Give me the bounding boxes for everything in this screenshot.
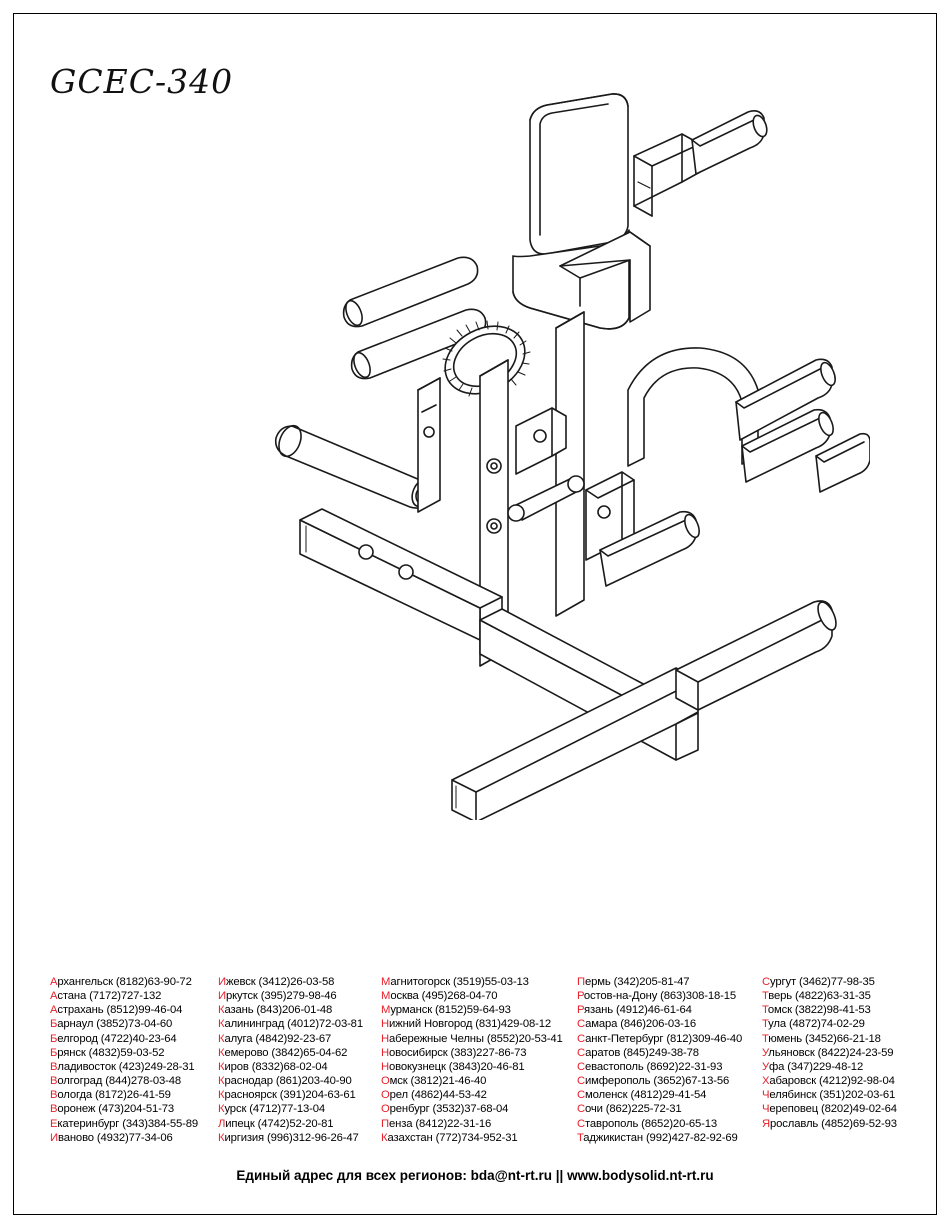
- contact-city-phone: ижний Новгород (831)429-08-12: [389, 1018, 552, 1031]
- contact-entry: [577, 989, 762, 1003]
- contact-city-initial: С: [577, 1046, 586, 1059]
- contact-entry: [218, 1032, 381, 1046]
- contact-entry: [762, 1074, 910, 1088]
- contact-entry: [381, 1088, 577, 1102]
- contact-entry: [381, 1102, 577, 1116]
- contact-city-initial: Р: [577, 1004, 585, 1017]
- contact-entry: [218, 989, 381, 1003]
- contact-city-initial: В: [50, 1075, 58, 1088]
- contact-entry: [381, 1046, 577, 1060]
- contact-city-initial: С: [577, 1060, 586, 1073]
- contact-entry: [381, 1131, 577, 1145]
- contact-city-initial: Т: [762, 1004, 768, 1017]
- contact-city-initial: О: [381, 1103, 390, 1116]
- contact-city-phone: катеринбург (343)384-55-89: [57, 1117, 199, 1130]
- contact-city-initial: С: [577, 1117, 586, 1130]
- regional-contacts: [50, 975, 910, 1145]
- product-line-drawing: [230, 60, 870, 820]
- contact-city-phone: овосибирск (383)227-86-73: [389, 1046, 527, 1059]
- contact-entry: [762, 1003, 910, 1017]
- contact-city-phone: овокузнецк (3843)20-46-81: [389, 1060, 525, 1073]
- contact-city-initial: Б: [50, 1032, 58, 1045]
- contact-city-initial: Б: [50, 1046, 58, 1059]
- contact-city-initial: Я: [762, 1117, 771, 1130]
- contact-city-phone: остов-на-Дону (863)308-18-15: [583, 990, 736, 1003]
- contact-city-phone: омск (3822)98-41-53: [767, 1004, 871, 1017]
- contact-city-initial: К: [218, 1046, 225, 1059]
- contact-city-phone: оронеж (473)204-51-73: [57, 1103, 175, 1116]
- contact-city-initial: С: [577, 1032, 586, 1045]
- footer-contact-line: Единый адрес для всех регионов: bda@nt-rt.ru || www.bodysolid.nt-rt.ru: [236, 1168, 714, 1183]
- contact-city-phone: рхангельск (8182)63-90-72: [57, 976, 192, 988]
- contact-city-phone: елябинск (351)202-03-61: [769, 1089, 896, 1102]
- contact-entry: [50, 1074, 218, 1088]
- contact-city-phone: ренбург (3532)37-68-04: [389, 1103, 509, 1116]
- contact-city-phone: таврополь (8652)20-65-13: [585, 1117, 717, 1130]
- contact-city-initial: И: [218, 976, 226, 988]
- contact-city-initial: П: [577, 976, 585, 988]
- contact-entry: [381, 1117, 577, 1131]
- contact-city-initial: С: [577, 1103, 586, 1116]
- contact-city-initial: О: [381, 1089, 390, 1102]
- contact-city-initial: Н: [381, 1032, 390, 1045]
- contact-city-phone: рел (4862)44-53-42: [389, 1089, 487, 1102]
- contact-entry: [50, 1117, 218, 1131]
- contact-city-phone: имферополь (3652)67-13-56: [585, 1075, 730, 1088]
- contact-city-phone: юмень (3452)66-21-18: [768, 1032, 881, 1045]
- contact-city-phone: олгоград (844)278-03-48: [57, 1075, 182, 1088]
- contact-entry: [381, 975, 577, 989]
- contact-entry: [577, 1117, 762, 1131]
- contact-city-initial: С: [762, 976, 771, 988]
- contacts-column-1: [50, 975, 218, 1145]
- contact-city-phone: верь (4822)63-31-35: [768, 990, 871, 1003]
- contact-city-phone: анкт-Петербург (812)309-46-40: [585, 1032, 743, 1045]
- contact-entry: [381, 1074, 577, 1088]
- contact-city-initial: П: [381, 1117, 389, 1130]
- contact-city-phone: рянск (4832)59-03-52: [57, 1046, 165, 1059]
- contacts-column-5: [762, 975, 910, 1145]
- contact-city-phone: енза (8412)22-31-16: [388, 1117, 492, 1130]
- contact-entry: [50, 1102, 218, 1116]
- contact-city-initial: К: [218, 1004, 225, 1017]
- contact-city-initial: А: [50, 1004, 58, 1017]
- contact-city-phone: евастополь (8692)22-31-93: [585, 1060, 723, 1073]
- contact-entry: [381, 1032, 577, 1046]
- contact-entry: [218, 1046, 381, 1060]
- contact-entry: [218, 1102, 381, 1116]
- contact-city-initial: В: [50, 1089, 58, 1102]
- contact-city-initial: Ч: [762, 1103, 770, 1116]
- contact-city-initial: К: [218, 1060, 225, 1073]
- contact-city-initial: Н: [381, 1018, 390, 1031]
- contact-city-initial: К: [218, 1131, 225, 1144]
- contact-city-phone: иров (8332)68-02-04: [224, 1060, 328, 1073]
- contact-entry: [50, 1032, 218, 1046]
- contact-city-phone: льяновск (8422)24-23-59: [768, 1046, 894, 1059]
- contact-entry: [50, 1017, 218, 1031]
- contact-city-phone: моленск (4812)29-41-54: [585, 1089, 707, 1102]
- contact-city-phone: азань (843)206-01-48: [224, 1004, 333, 1017]
- contact-entry: [762, 1060, 910, 1074]
- contact-entry: [50, 1003, 218, 1017]
- contact-city-phone: язань (4912)46-61-64: [584, 1004, 692, 1017]
- contact-city-initial: Н: [381, 1046, 390, 1059]
- base-rail-front: [300, 509, 502, 640]
- contact-city-phone: страхань (8512)99-46-04: [57, 1004, 183, 1017]
- contact-city-phone: стана (7172)727-132: [57, 990, 162, 1003]
- contact-city-phone: ркутск (395)279-98-46: [225, 990, 337, 1003]
- contact-city-phone: рославль (4852)69-52-93: [770, 1117, 897, 1130]
- contact-entry: [762, 975, 910, 989]
- contact-city-initial: Т: [577, 1131, 584, 1144]
- contact-city-phone: ладивосток (423)249-28-31: [57, 1060, 195, 1073]
- contact-city-initial: Р: [577, 990, 584, 1003]
- contact-city-initial: С: [577, 1089, 586, 1102]
- contact-entry: [762, 1102, 910, 1116]
- contact-city-initial: М: [381, 976, 391, 988]
- contact-entry: [50, 1060, 218, 1074]
- contact-city-phone: раснодар (861)203-40-90: [224, 1075, 352, 1088]
- contact-entry: [50, 1131, 218, 1145]
- contact-city-initial: В: [50, 1060, 58, 1073]
- headrest-arm: [634, 134, 700, 216]
- contact-city-phone: мск (3812)21-46-40: [389, 1075, 487, 1088]
- contact-city-initial: К: [218, 1103, 225, 1116]
- contact-city-phone: ологда (8172)26-41-59: [57, 1089, 171, 1102]
- contact-entry: [762, 1017, 910, 1031]
- contact-city-phone: абережные Челны (8552)20-53-41: [389, 1032, 563, 1045]
- contact-city-phone: ермь (342)205-81-47: [584, 976, 690, 988]
- contact-city-initial: Т: [762, 1032, 769, 1045]
- contact-entry: [50, 1046, 218, 1060]
- contact-entry: [577, 1131, 762, 1145]
- contacts-column-3: [381, 975, 577, 1145]
- contact-city-phone: очи (862)225-72-31: [585, 1103, 682, 1116]
- page-title: GCEC-340: [50, 62, 234, 101]
- contact-city-phone: ипецк (4742)52-20-81: [225, 1117, 334, 1130]
- contact-entry: [381, 1003, 577, 1017]
- contact-entry: [50, 975, 218, 989]
- contact-entry: [381, 1017, 577, 1031]
- contact-city-initial: Л: [218, 1117, 226, 1130]
- contact-city-phone: аратов (845)249-38-78: [585, 1046, 699, 1059]
- contact-city-phone: амара (846)206-03-16: [585, 1018, 697, 1031]
- contact-entry: [577, 1046, 762, 1060]
- seat-frame-upright: [556, 312, 584, 616]
- contact-city-initial: Т: [762, 1018, 769, 1031]
- contact-city-phone: арнаул (3852)73-04-60: [57, 1018, 173, 1031]
- contact-city-phone: елгород (4722)40-23-64: [57, 1032, 177, 1045]
- contact-entry: [762, 1117, 910, 1131]
- contact-entry: [218, 975, 381, 989]
- contact-city-phone: азахстан (772)734-952-31: [387, 1131, 518, 1144]
- contact-city-initial: К: [218, 1018, 225, 1031]
- contact-city-initial: У: [762, 1060, 770, 1073]
- contact-city-phone: аджикистан (992)427-82-92-69: [583, 1131, 738, 1144]
- contact-city-phone: иргизия (996)312-96-26-47: [224, 1131, 359, 1144]
- contact-city-initial: Н: [381, 1060, 390, 1073]
- contact-entry: [50, 1088, 218, 1102]
- contact-entry: [577, 1017, 762, 1031]
- contact-city-phone: ургут (3462)77-98-35: [770, 976, 875, 988]
- handle-tube-top: [692, 111, 769, 174]
- contact-city-initial: Ч: [762, 1089, 770, 1102]
- contact-entry: [577, 1060, 762, 1074]
- contact-entry: [577, 1102, 762, 1116]
- contact-city-initial: С: [577, 1018, 586, 1031]
- contact-entry: [381, 989, 577, 1003]
- contact-city-phone: алининград (4012)72-03-81: [224, 1018, 363, 1031]
- contact-city-initial: И: [218, 990, 226, 1003]
- contact-city-phone: осква (495)268-04-70: [390, 990, 498, 1003]
- contact-entry: [218, 1074, 381, 1088]
- contact-city-initial: Б: [50, 1018, 58, 1031]
- contact-entry: [218, 1060, 381, 1074]
- contact-city-initial: К: [218, 1075, 225, 1088]
- contact-city-phone: емерово (3842)65-04-62: [224, 1046, 348, 1059]
- contacts-column-4: [577, 975, 762, 1145]
- contact-entry: [218, 1088, 381, 1102]
- contact-entry: [577, 1003, 762, 1017]
- contact-city-phone: ереповец (8202)49-02-64: [769, 1103, 897, 1116]
- contact-city-initial: М: [381, 1004, 391, 1017]
- contact-city-initial: С: [577, 1075, 586, 1088]
- contact-city-phone: агнитогорск (3519)55-03-13: [390, 976, 529, 988]
- contact-entry: [762, 1046, 910, 1060]
- contact-entry: [762, 1088, 910, 1102]
- contact-city-phone: урск (4712)77-13-04: [224, 1103, 325, 1116]
- contact-entry: [762, 1032, 910, 1046]
- contact-entry: [218, 1017, 381, 1031]
- base-rail-right: [676, 599, 840, 710]
- contact-entry: [577, 1088, 762, 1102]
- contact-city-initial: В: [50, 1103, 58, 1116]
- contact-city-initial: К: [381, 1131, 388, 1144]
- contact-entry: [762, 989, 910, 1003]
- contact-city-phone: фа (347)229-48-12: [769, 1060, 864, 1073]
- contact-entry: [381, 1060, 577, 1074]
- contact-city-phone: жевск (3412)26-03-58: [225, 976, 335, 988]
- contact-city-phone: урманск (8152)59-64-93: [390, 1004, 511, 1017]
- contact-city-phone: расноярск (391)204-63-61: [224, 1089, 356, 1102]
- contact-city-phone: абаровск (4212)92-98-04: [769, 1075, 895, 1088]
- contact-entry: [577, 1074, 762, 1088]
- lower-roller-pad: [275, 422, 436, 509]
- contacts-column-2: [218, 975, 381, 1145]
- contact-city-phone: ула (4872)74-02-29: [768, 1018, 865, 1031]
- back-pad: [530, 94, 628, 254]
- contact-city-initial: М: [381, 990, 391, 1003]
- contact-entry: [50, 989, 218, 1003]
- contact-city-initial: О: [381, 1075, 390, 1088]
- contact-entry: [218, 1003, 381, 1017]
- contact-city-phone: алуга (4842)92-23-67: [224, 1032, 332, 1045]
- contact-entry: [218, 1117, 381, 1131]
- contact-city-initial: Е: [50, 1117, 58, 1130]
- contact-entry: [218, 1131, 381, 1145]
- contact-city-initial: К: [218, 1089, 225, 1102]
- vertical-post-left: [418, 378, 440, 512]
- contact-entry: [577, 975, 762, 989]
- contact-city-initial: Х: [762, 1075, 770, 1088]
- contact-city-initial: И: [50, 1131, 58, 1144]
- contact-city-initial: У: [762, 1046, 769, 1059]
- contact-city-initial: А: [50, 976, 58, 988]
- contact-city-initial: К: [218, 1032, 225, 1045]
- contact-city-initial: А: [50, 990, 58, 1003]
- contact-city-initial: Т: [762, 990, 769, 1003]
- contact-entry: [577, 1032, 762, 1046]
- contact-city-phone: ваново (4932)77-34-06: [57, 1131, 173, 1144]
